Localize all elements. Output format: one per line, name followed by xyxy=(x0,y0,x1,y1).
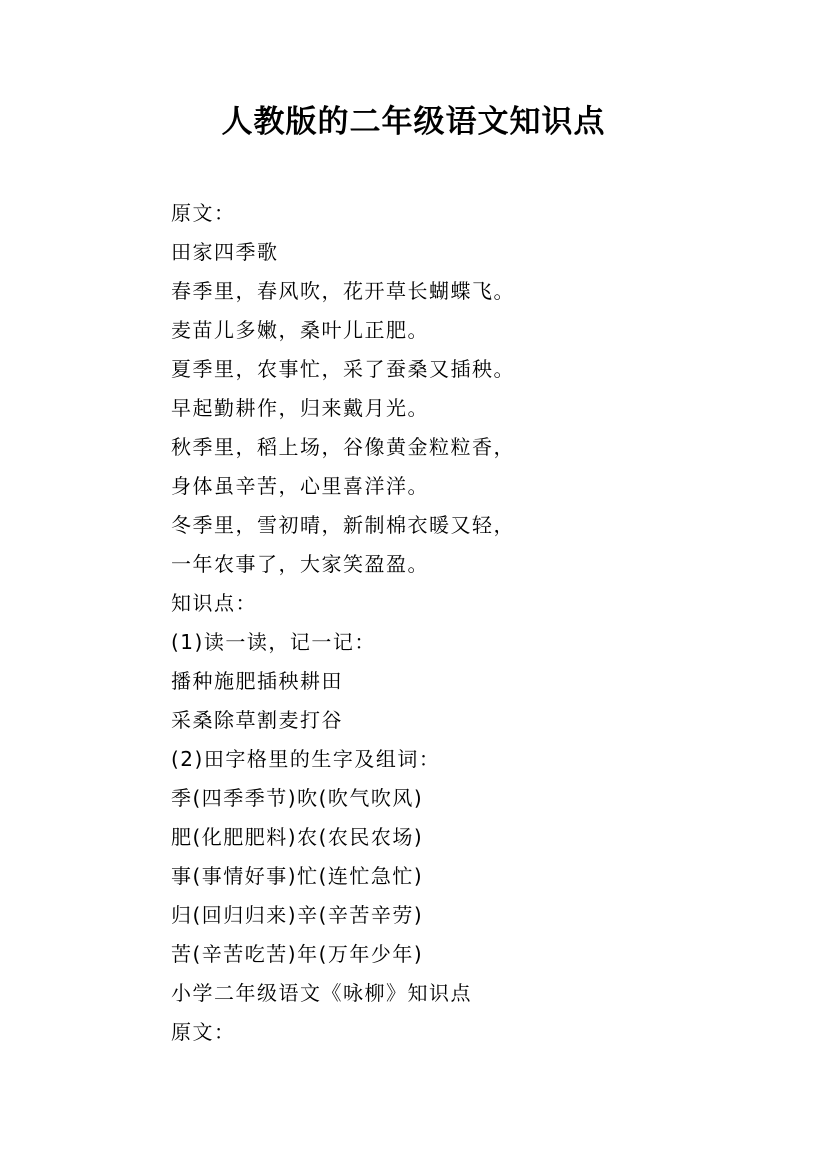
document-body xyxy=(171,194,731,1052)
text-line: 肥(化肥肥料)农(农民农场) xyxy=(171,825,424,849)
text-line: 小学二年级语文《咏柳》知识点 xyxy=(171,981,472,1005)
text-line: 夏季里，农事忙，采了蚕桑又插秧。 xyxy=(171,357,515,381)
text-line: 原文： xyxy=(171,1020,236,1044)
text-line: 知识点： xyxy=(171,591,257,615)
text-line: 早起勤耕作，归来戴月光。 xyxy=(171,396,429,420)
text-line: 采桑除草割麦打谷 xyxy=(171,708,343,732)
text-line: 事(事情好事)忙(连忙急忙) xyxy=(171,864,424,888)
text-line: 冬季里，雪初晴，新制棉衣暖又轻， xyxy=(171,513,515,537)
text-line: 秋季里，稻上场，谷像黄金粒粒香， xyxy=(171,435,515,459)
text-line: 麦苗儿多嫩，桑叶儿正肥。 xyxy=(171,318,429,342)
document-title: 人教版的二年级语文知识点 xyxy=(221,104,606,140)
text-line: 一年农事了，大家笑盈盈。 xyxy=(171,552,429,576)
text-line: 播种施肥插秧耕田 xyxy=(171,669,343,693)
text-line: (2)田字格里的生字及组词： xyxy=(171,747,441,771)
text-line: 季(四季季节)吹(吹气吹风) xyxy=(171,786,424,810)
text-line: 苦(辛苦吃苦)年(万年少年) xyxy=(171,942,424,966)
text-line: 原文： xyxy=(171,201,236,225)
text-line: 春季里，春风吹，花开草长蝴蝶飞。 xyxy=(171,279,515,303)
text-line: (1)读一读，记一记： xyxy=(171,630,376,654)
text-line: 归(回归归来)辛(辛苦辛劳) xyxy=(171,903,424,927)
text-line: 田家四季歌 xyxy=(171,240,279,264)
text-line: 身体虽辛苦，心里喜洋洋。 xyxy=(171,474,429,498)
